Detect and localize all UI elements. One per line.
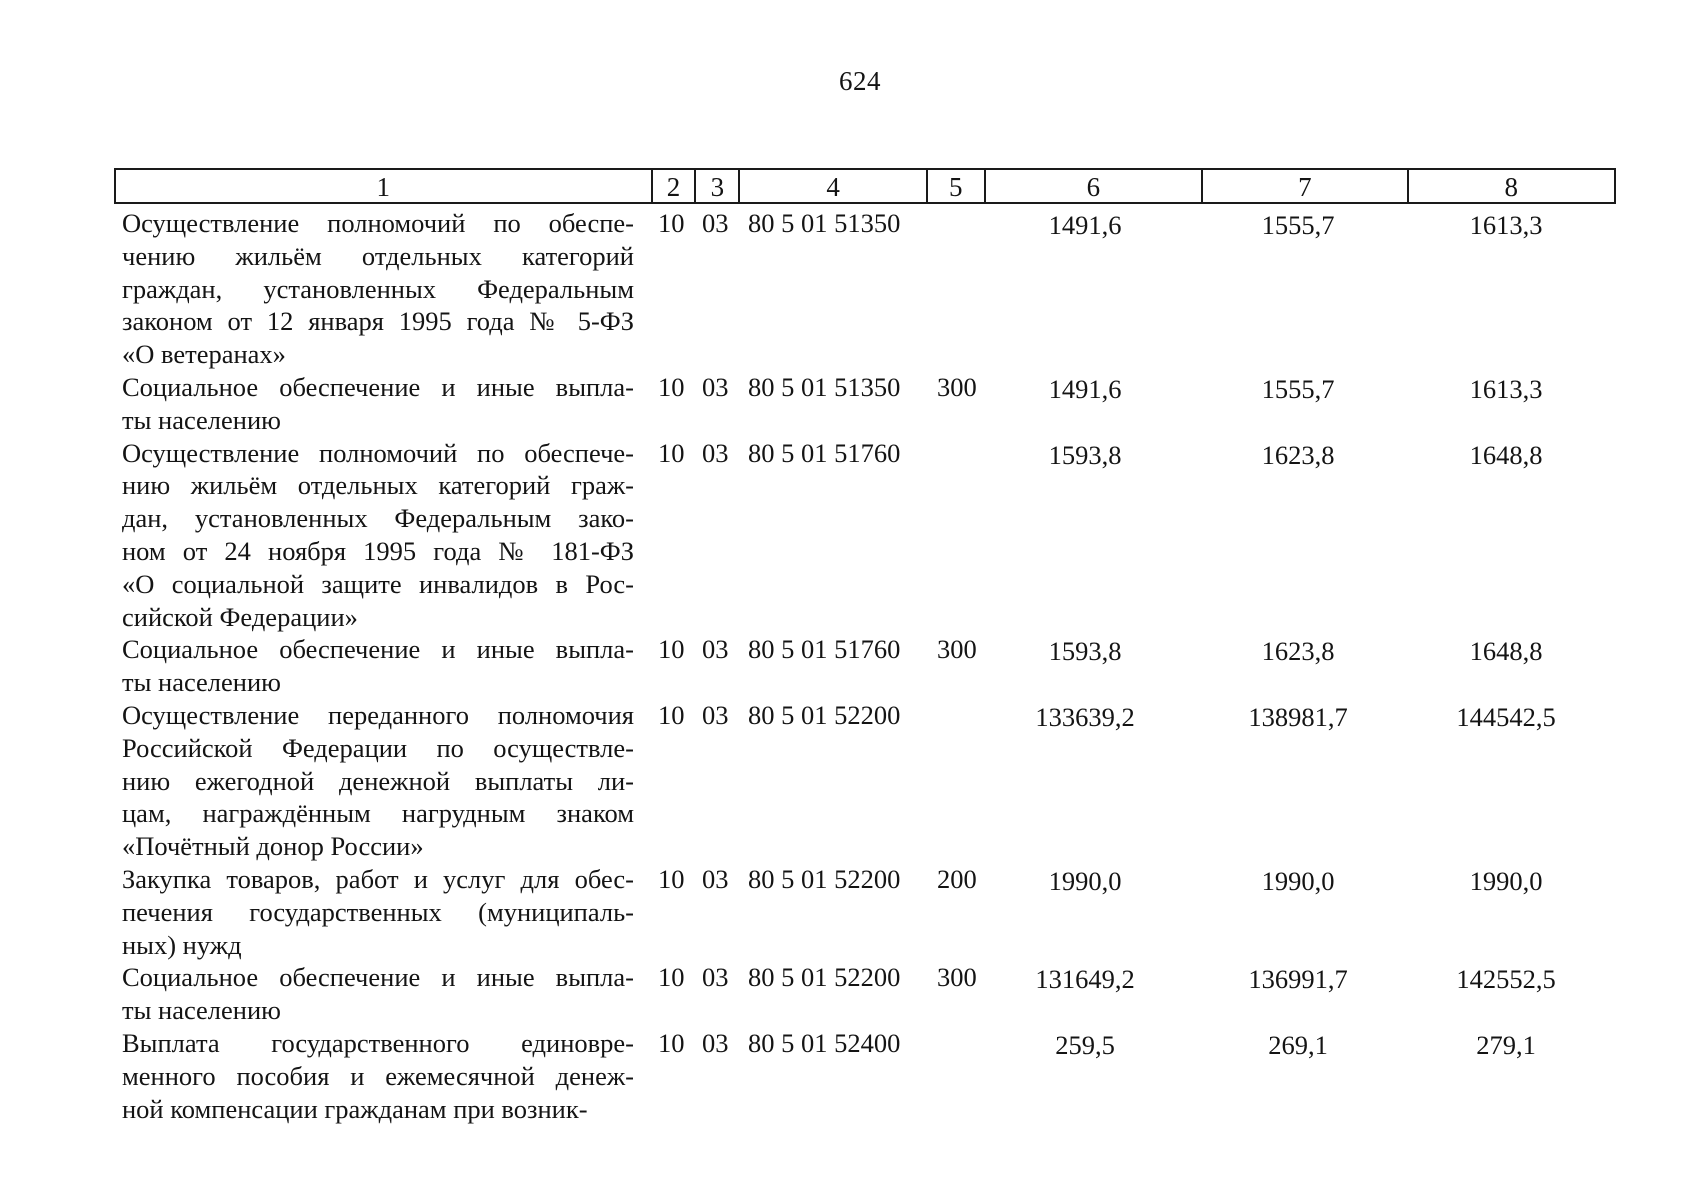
table-header-row [114,168,1616,204]
row-name-line: Закупка товаров, работ и услуг для обес- [122,864,634,894]
amount-col6-cell: 1990,0 [1048,866,1122,896]
subsection-code-cell: 03 [702,372,729,402]
section-code-cell: 10 [658,634,685,665]
amount-col8-cell: 1648,8 [1469,636,1543,667]
table-header-cell: 7 [1203,170,1408,202]
row-name-cell [122,863,634,961]
amount-col6-cell: 1593,8 [1048,636,1122,667]
row-name-line: ты населению [122,667,281,698]
target-article-cell: 80 5 01 51350 [748,208,901,238]
page-number: 624 [839,66,881,96]
section-code-cell: 10 [658,962,685,993]
target-article-cell: 80 5 01 51760 [748,437,901,468]
subsection-code-cell: 03 [702,962,729,993]
expense-type-cell: 300 [937,634,977,665]
amount-col8-cell: 1990,0 [1469,866,1543,896]
amount-col6-cell: 1593,8 [1048,439,1122,470]
amount-col8-cell: 1613,3 [1469,210,1543,240]
row-name-line: «Почётный донор России» [122,831,424,862]
target-article-cell: 80 5 01 52200 [748,700,901,730]
target-article-cell: 80 5 01 51760 [748,634,901,665]
row-name-cell [122,1027,634,1125]
amount-col6-cell: 1491,6 [1048,374,1122,404]
row-name-line: ной компенсации гражданам при возник- [122,1093,588,1124]
row-name-line: менного пособия и ежемесячной денеж- [122,1060,634,1091]
amount-col7-cell: 1555,7 [1261,374,1335,404]
amount-col7-cell: 269,1 [1268,1030,1328,1060]
row-name-line: граждан, установленных Федеральным [122,273,634,304]
table-header-cell: 2 [653,170,697,202]
row-name-cell [122,371,634,437]
subsection-code-cell: 03 [702,634,729,665]
row-name-line: ных) нужд [122,929,242,960]
section-code-cell: 10 [658,864,685,894]
row-name-line: нию жильём отдельных категорий граж- [122,470,634,501]
table-header-cell: 5 [928,170,986,202]
expense-type-cell: 300 [937,962,977,993]
table-header-cell: 1 [116,170,653,202]
expense-type-cell: 200 [937,864,977,894]
amount-col8-cell: 279,1 [1476,1030,1536,1060]
row-name-line: нию ежегодной денежной выплаты ли- [122,765,634,796]
row-name-cell [122,961,634,1027]
row-name-line: Российской Федерации по осуществле- [122,732,634,763]
row-name-line: законом от 12 января 1995 года № 5-ФЗ [122,306,634,337]
amount-col7-cell: 1623,8 [1261,636,1335,667]
amount-col6-cell: 131649,2 [1035,964,1135,995]
row-name-line: Социальное обеспечение и иные выпла- [122,634,634,665]
subsection-code-cell: 03 [702,1028,729,1058]
row-name-line: сийской Федерации» [122,601,358,632]
row-name-line: Социальное обеспечение и иные выпла- [122,962,634,993]
expense-type-cell: 300 [937,372,977,402]
row-name-line: Социальное обеспечение и иные выпла- [122,372,634,402]
target-article-cell: 80 5 01 51350 [748,372,901,402]
section-code-cell: 10 [658,372,685,402]
subsection-code-cell: 03 [702,864,729,894]
amount-col7-cell: 136991,7 [1248,964,1348,995]
target-article-cell: 80 5 01 52200 [748,962,901,993]
subsection-code-cell: 03 [702,437,729,468]
row-name-line: Осуществление полномочий по обеспече- [122,437,634,468]
amount-col8-cell: 1613,3 [1469,374,1543,404]
row-name-cell [122,699,634,863]
subsection-code-cell: 03 [702,700,729,730]
row-name-cell [122,437,634,634]
row-name-line: ты населению [122,404,281,435]
subsection-code-cell: 03 [702,208,729,238]
amount-col6-cell: 133639,2 [1035,702,1135,732]
row-name-line: ты населению [122,995,281,1026]
amount-col7-cell: 1555,7 [1261,210,1335,240]
row-name-line: Выплата государственного единовре- [122,1028,634,1058]
row-name-cell [122,633,634,699]
amount-col7-cell: 138981,7 [1248,702,1348,732]
row-name-line: «О ветеранах» [122,339,286,370]
amount-col7-cell: 1990,0 [1261,866,1335,896]
row-name-line: «О социальной защите инвалидов в Рос- [122,568,634,599]
table-header-cell: 3 [696,170,740,202]
row-name-line: чению жильём отдельных категорий [122,240,634,271]
target-article-cell: 80 5 01 52400 [748,1028,901,1058]
target-article-cell: 80 5 01 52200 [748,864,901,894]
amount-col7-cell: 1623,8 [1261,439,1335,470]
section-code-cell: 10 [658,1028,685,1058]
table-header-cell: 6 [986,170,1203,202]
amount-col6-cell: 1491,6 [1048,210,1122,240]
section-code-cell: 10 [658,437,685,468]
amount-col6-cell: 259,5 [1055,1030,1115,1060]
row-name-line: ном от 24 ноября 1995 года № 181-ФЗ [122,535,634,566]
row-name-line: Осуществление переданного полномочия [122,700,634,730]
section-code-cell: 10 [658,700,685,730]
table-header-cell: 8 [1504,172,1519,202]
row-name-line: печения государственных (муниципаль- [122,896,634,927]
section-code-cell: 10 [658,208,685,238]
row-name-line: Осуществление полномочий по обеспе- [122,208,634,238]
amount-col8-cell: 142552,5 [1456,964,1556,995]
amount-col8-cell: 1648,8 [1469,439,1543,470]
amount-col8-cell: 144542,5 [1456,702,1556,732]
row-name-line: дан, установленных Федеральным зако- [122,503,634,534]
row-name-cell [122,207,634,371]
row-name-line: цам, награждённым нагрудным знаком [122,798,634,829]
table-header-cell: 4 [740,170,928,202]
